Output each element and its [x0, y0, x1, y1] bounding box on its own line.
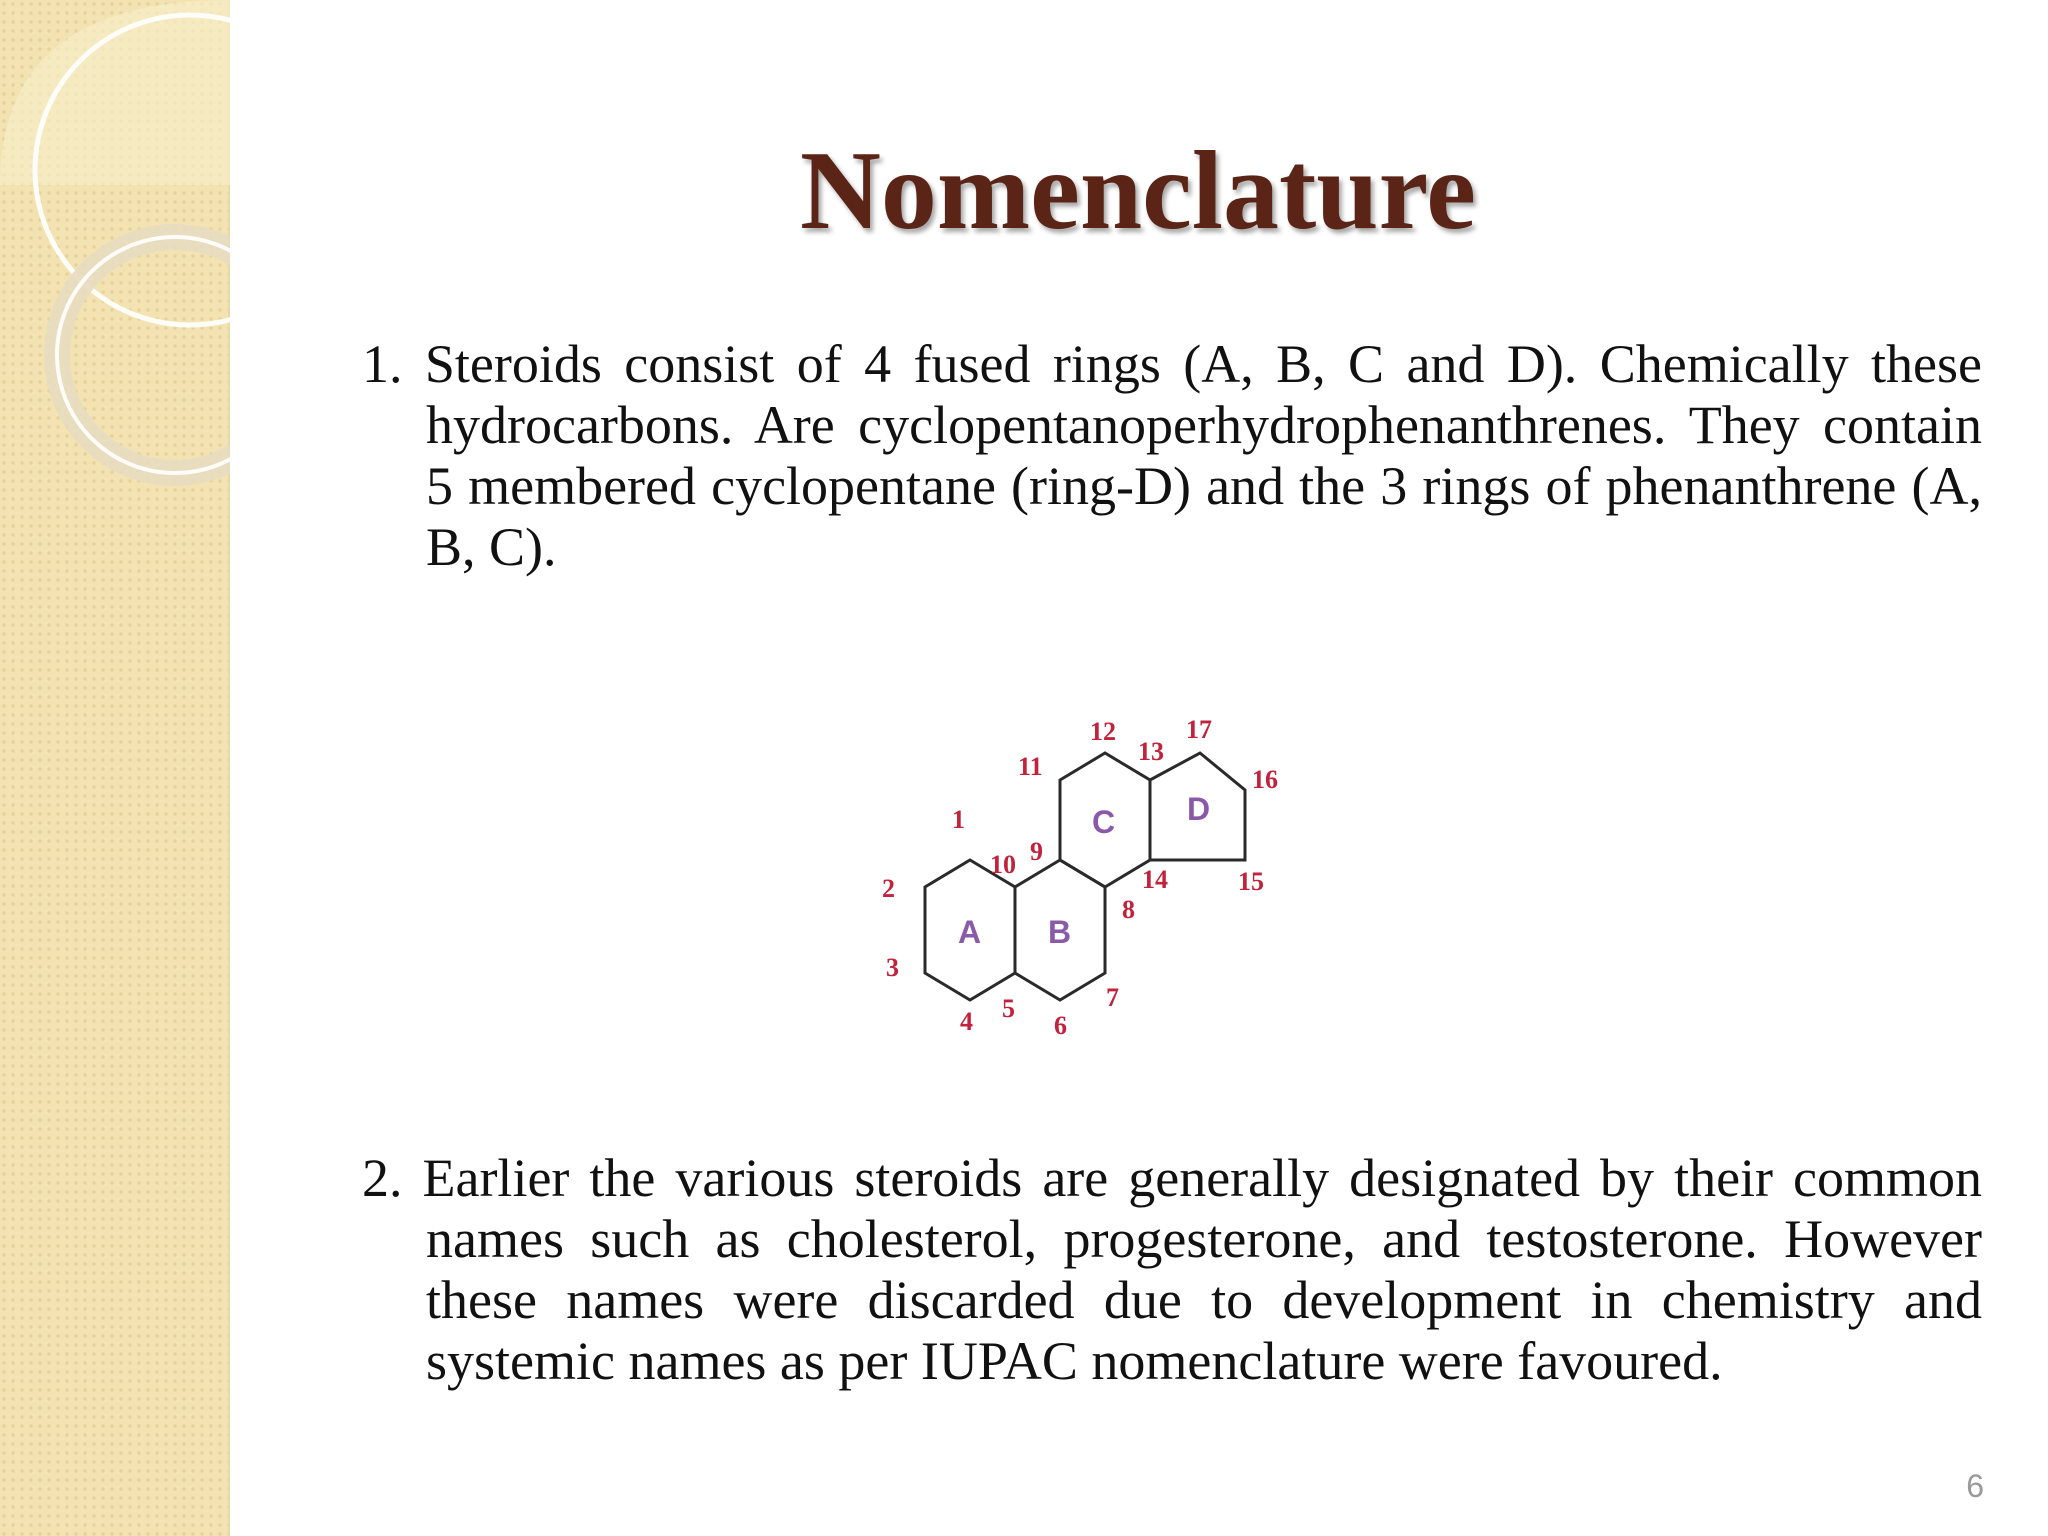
carbon-number-9: 9	[1030, 837, 1043, 866]
carbon-number-6: 6	[1054, 1011, 1067, 1040]
carbon-number-2: 2	[882, 874, 895, 903]
point-2	[362, 1148, 1982, 1392]
ring-label-d: D	[1187, 791, 1211, 827]
carbon-number-3: 3	[886, 953, 899, 982]
carbon-number-1: 1	[952, 805, 965, 834]
carbon-number-16: 16	[1252, 765, 1278, 794]
decorative-side-band	[0, 0, 230, 1536]
point-1-text: 1. Steroids consist of 4 fused rings (A, B, C and D). Chemically these hydrocarbons. Are cyclopentanoperhydrophenanthrenes. They contain 5 membered cyclopentane (ring-D) and the 3 rings of phenanthrene (A, B, C).	[362, 334, 1982, 577]
page-number: 6	[1966, 1468, 1984, 1504]
carbon-number-13: 13	[1138, 737, 1164, 766]
carbon-number-8: 8	[1122, 895, 1135, 924]
carbon-number-14: 14	[1142, 865, 1168, 894]
ring-label-c: C	[1092, 804, 1116, 840]
ring-ornament	[0, 0, 230, 520]
carbon-number-17: 17	[1186, 715, 1212, 744]
carbon-number-4: 4	[960, 1007, 973, 1036]
carbon-number-5: 5	[1002, 994, 1015, 1023]
point-2-text: 2. Earlier the various steroids are generally designated by their common names such as cholesterol, progesterone, and testosterone. However these names were discarded due to development in chemistry and systemic names as per IUPAC nomenclature were favoured.	[362, 1148, 1982, 1391]
ring-label-b: B	[1048, 914, 1072, 950]
steroid-ring-structure	[860, 690, 1320, 1070]
carbon-number-11: 11	[1018, 752, 1043, 781]
carbon-number-7: 7	[1106, 983, 1119, 1012]
point-1	[362, 334, 1982, 578]
ring-label-a: A	[958, 914, 982, 950]
slide-title: Nomenclature	[800, 129, 1476, 253]
carbon-number-10: 10	[990, 850, 1016, 879]
carbon-number-12: 12	[1090, 717, 1116, 746]
carbon-number-15: 15	[1238, 867, 1264, 896]
